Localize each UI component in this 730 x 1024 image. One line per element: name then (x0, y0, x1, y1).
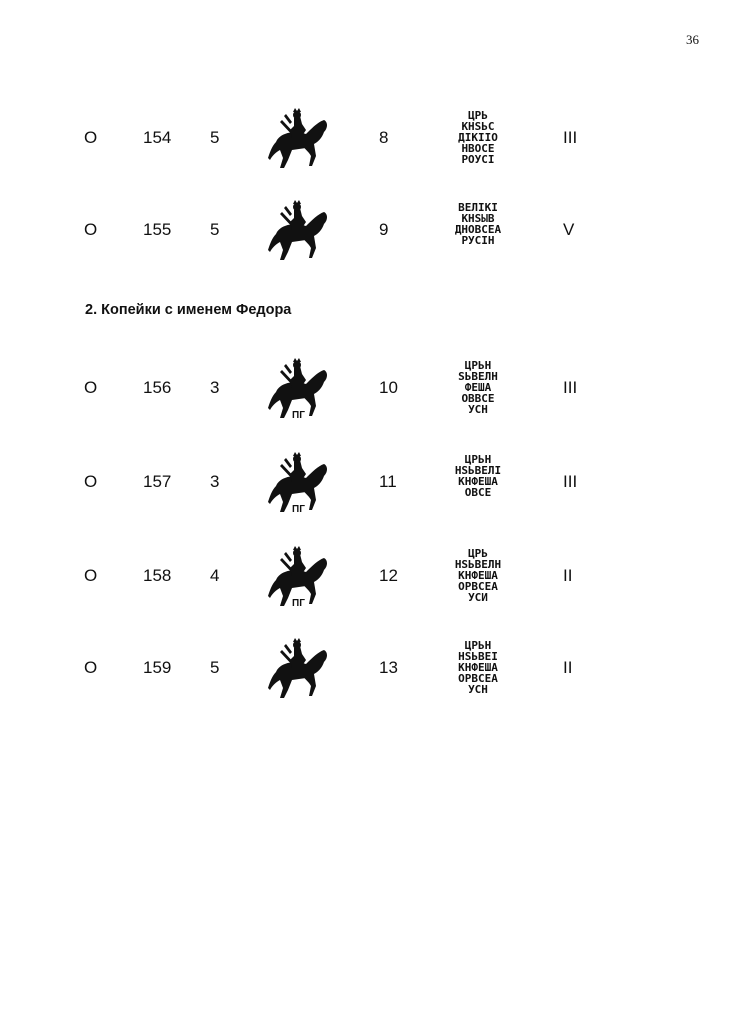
reverse-legend-line: ДНОВСЕА (454, 223, 502, 236)
horseman-icon (262, 546, 338, 612)
reverse-legend-line: КНЅЬС (461, 120, 495, 133)
obverse-type-letter: O (84, 472, 98, 491)
reverse-legend-line: ЦРЬ (468, 109, 488, 122)
reverse-legend-line: НЅЬВЕЛН (454, 558, 502, 571)
obverse-type-letter: O (84, 220, 98, 239)
reverse-legend-lines (440, 360, 516, 415)
obverse-die-number: 4 (210, 566, 220, 585)
reverse-legend (440, 640, 516, 700)
catalog-number: 154 (143, 128, 172, 147)
reverse-legend-lines (440, 202, 516, 246)
obverse-die-number: 5 (210, 128, 220, 147)
catalog-number: 157 (143, 472, 172, 491)
horseman-icon (262, 108, 338, 174)
coin-row (0, 108, 730, 178)
horseman-icon (262, 452, 338, 518)
rarity-rating: III (563, 128, 578, 147)
reverse-legend (440, 548, 516, 608)
reverse-legend-line: ЦРЬН (464, 453, 492, 466)
horseman-icon (262, 638, 338, 704)
reverse-legend (440, 360, 516, 420)
reverse-legend (440, 202, 516, 262)
reverse-legend-lines (440, 110, 516, 165)
obverse-die-number: 3 (210, 378, 220, 397)
reverse-legend-line: ОВСЕ (464, 486, 492, 499)
rarity-rating: V (563, 220, 575, 239)
rarity-rating: III (563, 472, 578, 491)
reverse-legend-line: ДІКІІО (458, 131, 498, 144)
mint-mark: ПГ (292, 410, 305, 421)
obverse-type-letter: O (84, 378, 98, 397)
reverse-legend-line: КНФЕША (458, 661, 498, 674)
catalog-number: 158 (143, 566, 172, 585)
reverse-legend-line: РОУСІ (461, 153, 495, 166)
reverse-die-number: 13 (379, 658, 398, 677)
catalog-number: 159 (143, 658, 172, 677)
reverse-legend-line: КНФЕША (458, 569, 498, 582)
reverse-legend-lines (440, 640, 516, 695)
obverse-type-letter: O (84, 566, 98, 585)
horseman-icon (262, 358, 338, 424)
rarity-rating: III (563, 378, 578, 397)
page-number: 36 (686, 32, 699, 47)
obverse-die-number: 5 (210, 220, 220, 239)
reverse-die-number: 11 (379, 472, 397, 491)
reverse-legend-line: НЅЬВЕІ (458, 650, 498, 663)
reverse-legend-line: ЅЬВЕЛН (458, 370, 498, 383)
reverse-legend-line: КНФЕША (458, 475, 498, 488)
reverse-die-number: 9 (379, 220, 389, 239)
reverse-legend-line: НВОСЕ (461, 142, 495, 155)
reverse-legend-line: ЦРЬН (464, 359, 492, 372)
catalog-number: 156 (143, 378, 172, 397)
obverse-die-number: 5 (210, 658, 220, 677)
reverse-legend-line: ОВВСЕ (461, 392, 495, 405)
mint-mark: ПГ (292, 504, 305, 515)
reverse-legend (440, 110, 516, 170)
reverse-legend-line: УСН (468, 683, 488, 696)
reverse-legend-line: УСИ (468, 591, 488, 604)
coin-row (0, 200, 730, 270)
reverse-legend-line: ЦРЬН (464, 639, 492, 652)
coin-row (0, 638, 730, 708)
reverse-die-number: 8 (379, 128, 389, 147)
reverse-legend-line: НЅЬВЕЛІ (454, 464, 502, 477)
reverse-legend-line: ОРВСЕА (458, 580, 498, 593)
reverse-legend-lines (440, 454, 516, 498)
horseman-icon (262, 200, 338, 266)
reverse-legend-line: ЦРЬ (468, 547, 488, 560)
catalog-number: 155 (143, 220, 172, 239)
reverse-legend-line: ВЕЛІКІ (458, 201, 498, 214)
reverse-legend-line: ФЕША (464, 381, 492, 394)
reverse-legend-line: КНЅЫВ (461, 212, 495, 225)
reverse-legend-lines (440, 548, 516, 603)
reverse-legend (440, 454, 516, 514)
mint-mark: ПГ (292, 598, 305, 609)
section-heading: 2. Копейки с именем Федора (85, 302, 292, 318)
rarity-rating: II (563, 658, 573, 677)
reverse-die-number: 12 (379, 566, 398, 585)
obverse-type-letter: O (84, 658, 98, 677)
obverse-type-letter: O (84, 128, 98, 147)
reverse-legend-line: УСН (468, 403, 488, 416)
obverse-die-number: 3 (210, 472, 220, 491)
reverse-legend-line: РУСІН (461, 234, 495, 247)
coin-row (0, 358, 730, 428)
rarity-rating: II (563, 566, 573, 585)
coin-row (0, 452, 730, 522)
coin-row (0, 546, 730, 616)
reverse-legend-line: ОРВСЕА (458, 672, 498, 685)
reverse-die-number: 10 (379, 378, 398, 397)
